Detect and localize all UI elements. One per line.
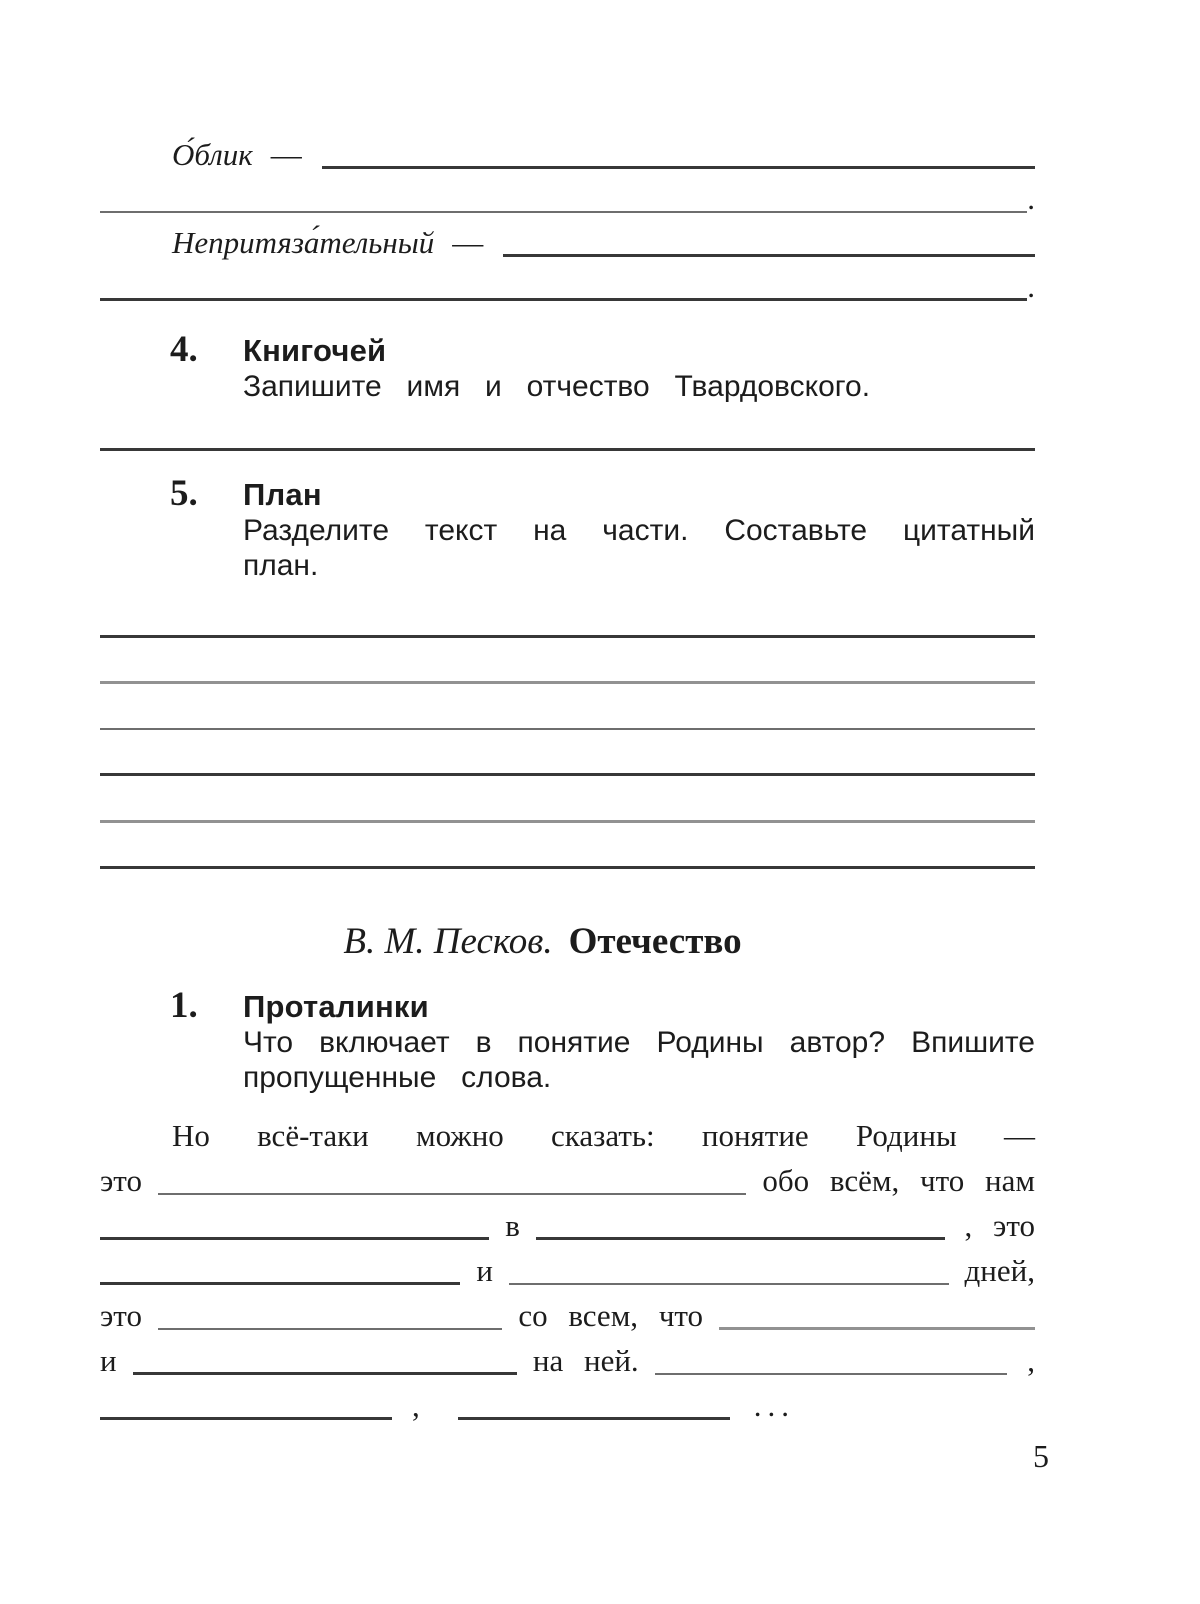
blank-line	[100, 1417, 392, 1420]
exercise-number: 4.	[170, 329, 198, 370]
fill-row	[100, 1383, 1035, 1428]
blank-line	[655, 1373, 1008, 1375]
word-group: ,	[1027, 1343, 1035, 1378]
word-group: дней,	[964, 1253, 1035, 1288]
exercise-title: Книгочей	[243, 333, 387, 368]
blank-line	[133, 1372, 517, 1375]
exercise-number: 1.	[170, 985, 198, 1026]
word-group: со всем, что	[518, 1298, 704, 1333]
answer-lines-group	[100, 591, 1035, 869]
exercise-5	[100, 473, 1035, 583]
word-group: , это	[964, 1208, 1035, 1243]
exercise-title: План	[243, 477, 322, 512]
exercise-instruction-line: план.	[243, 549, 319, 582]
exercise-number: 5.	[170, 473, 198, 514]
fill-row	[100, 1158, 1035, 1203]
definition-continuation-row	[100, 265, 1035, 309]
exercise-instruction-line: Что включает в понятие Родины автор? Впишите	[243, 1026, 1035, 1059]
word-group: и	[476, 1253, 493, 1288]
vocab-term: О́блик	[172, 137, 253, 172]
blank-line	[158, 1328, 502, 1330]
fill-row	[100, 1338, 1035, 1383]
exercise-instruction-line: пропущенные слова.	[243, 1061, 552, 1094]
definition-continuation-row	[100, 177, 1035, 221]
vocab-term: Непритяза́тельный	[172, 225, 435, 260]
word-group: в	[505, 1208, 520, 1243]
fill-row	[100, 1203, 1035, 1248]
answer-line	[100, 638, 1035, 685]
answer-line	[100, 823, 1035, 870]
fill-row	[100, 1293, 1035, 1338]
answer-line	[100, 684, 1035, 730]
word-group: ...	[753, 1388, 795, 1423]
exercise-instruction-line: Разделите текст на части. Составьте цитатный	[243, 514, 1035, 547]
exercise-1	[100, 985, 1035, 1095]
dash: —	[270, 137, 302, 172]
definition-blank-line	[100, 298, 1027, 301]
word-group: это	[100, 1298, 142, 1333]
word-group: ,	[412, 1388, 420, 1423]
exercise-instruction: Запишите имя и отчество Твардовского.	[243, 370, 871, 403]
blank-line	[719, 1327, 1035, 1330]
fill-paragraph	[100, 1113, 1035, 1428]
definition-blank-line	[100, 211, 1027, 213]
exercise-4	[100, 329, 1035, 404]
word-group: на ней.	[532, 1343, 639, 1378]
definition-blank-line	[322, 166, 1035, 169]
answer-line	[100, 404, 1035, 451]
period: .	[1027, 181, 1035, 216]
period: .	[1027, 269, 1035, 304]
blank-line	[536, 1237, 945, 1240]
dash: —	[452, 225, 484, 260]
author-name: В. М. Песков.	[343, 921, 553, 962]
blank-line	[100, 1282, 460, 1285]
word-group: и	[100, 1343, 117, 1378]
vocabulary-section	[100, 133, 1035, 309]
word-group: это	[100, 1163, 142, 1198]
blank-line	[100, 1237, 489, 1240]
blank-line	[509, 1283, 949, 1285]
answer-line	[100, 591, 1035, 638]
answer-line	[100, 730, 1035, 777]
exercise-title: Проталинки	[243, 989, 429, 1024]
definition-blank-line	[503, 254, 1035, 257]
vocab-term-row	[100, 221, 1035, 265]
reading-title	[100, 919, 1035, 965]
work-title: Отечество	[568, 921, 742, 962]
blank-line	[158, 1193, 746, 1195]
vocab-term-row	[100, 133, 1035, 177]
page-number: 5	[1033, 1438, 1049, 1474]
answer-line	[100, 776, 1035, 823]
fill-row	[100, 1248, 1035, 1293]
word-group: обо всём, что нам	[762, 1163, 1035, 1198]
fill-row: Но всё-таки можно сказать: понятие Родины —	[172, 1118, 1035, 1153]
blank-line	[458, 1417, 730, 1420]
